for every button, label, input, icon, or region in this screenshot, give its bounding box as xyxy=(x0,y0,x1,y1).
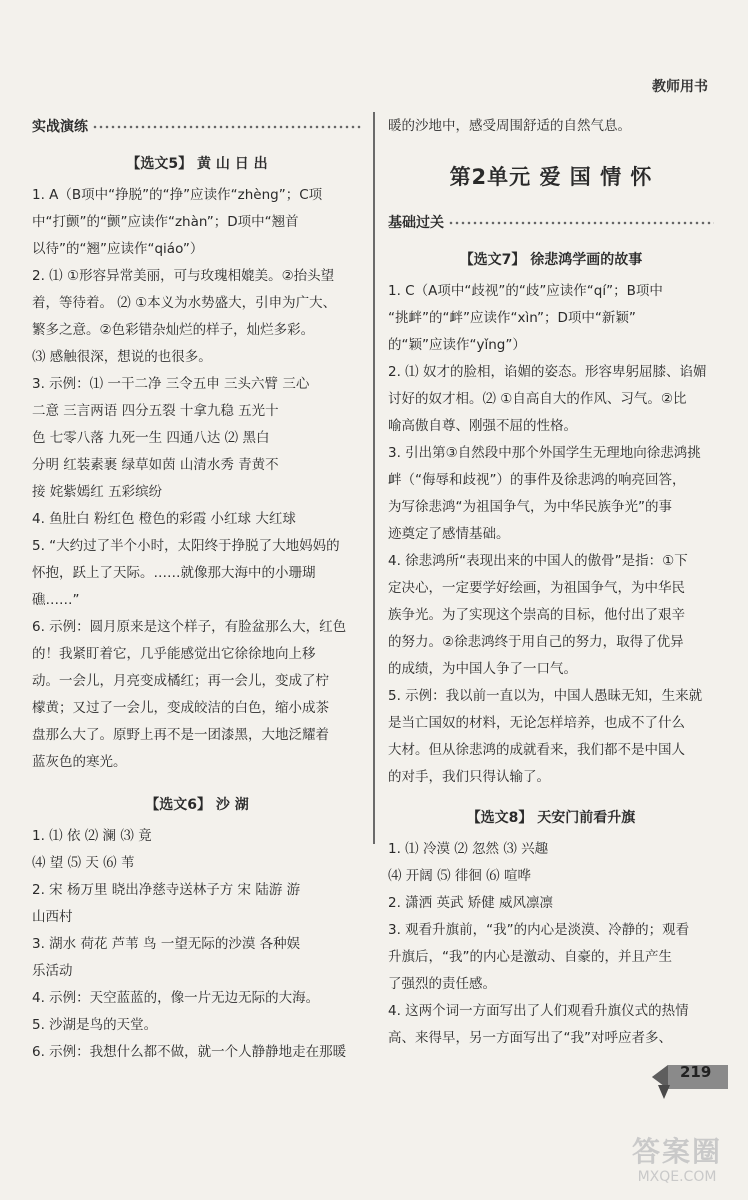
answer-line: 喻高傲自尊、刚强不屈的性格。 xyxy=(388,418,577,434)
answer-line: 分明 红装素裹 绿草如茵 山清水秀 青黄不 xyxy=(32,457,279,473)
answer-line: 为写徐悲鸿“为祖国争气，为中华民族争光”的事 xyxy=(388,499,672,515)
answer-line: 了强烈的责任感。 xyxy=(388,976,496,992)
answer-line: 着，等待着。 ⑵ ①本义为水势盛大，引申为广大、 xyxy=(32,295,337,311)
answer-line: 升旗后，“我”的内心是激动、自豪的，并且产生 xyxy=(388,949,672,965)
selection-8-answers xyxy=(388,836,714,1052)
selection-8-title: 【选文8】 天安门前看升旗 xyxy=(466,810,636,826)
answer-line: 族争光。为了实现这个崇高的目标，他付出了艰辛 xyxy=(388,607,685,623)
answer-line: 2. ⑴ ①形容异常美丽，可与玫瑰相媲美。②抬头望 xyxy=(32,268,335,284)
answer-line: 1. ⑴ 依 ⑵ 澜 ⑶ 竟 xyxy=(32,828,152,844)
answer-line: 的对手，我们只得认输了。 xyxy=(388,769,550,785)
watermark-url: MXQE.COM xyxy=(637,1169,717,1185)
answer-line: 二意 三言两语 四分五裂 十拿九稳 五光十 xyxy=(32,403,279,419)
answer-line: 的！我紧盯着它，几乎能感觉出它徐徐地向上移 xyxy=(32,646,316,662)
answer-line: 4. 示例：天空蓝蓝的，像一片无边无际的大海。 xyxy=(32,990,320,1006)
answer-line: 的成绩，为中国人争了一口气。 xyxy=(388,661,577,677)
answer-line: ⑷ 开阔 ⑸ 徘徊 ⑹ 喧哗 xyxy=(388,868,531,884)
answer-line: ⑷ 望 ⑸ 天 ⑹ 苇 xyxy=(32,855,135,871)
answer-line: 蓝灰色的寒光。 xyxy=(32,754,127,770)
answer-line: 的“颖”应读作“yǐng”） xyxy=(388,337,526,353)
section-label-text: 实战演练 xyxy=(32,118,88,135)
right-column xyxy=(388,113,714,1052)
page-number-badge xyxy=(650,1055,728,1099)
selection-5-answers xyxy=(32,182,362,776)
answer-line: 礁……” xyxy=(32,592,80,608)
answer-line: 6. 示例：我想什么都不做，就一个人静静地走在那暖 xyxy=(32,1044,347,1060)
answer-line: 2. 潇洒 英武 矫健 威风凛凛 xyxy=(388,895,554,911)
continuation-line: 暖的沙地中，感受周围舒适的自然气息。 xyxy=(388,118,631,134)
answer-line: 5. 沙湖是鸟的天堂。 xyxy=(32,1017,158,1033)
answer-line: 中“打颤”的“颤”应读作“zhàn”；D项中“翘首 xyxy=(32,214,299,230)
answer-line: 4. 这两个词一方面写出了人们观看升旗仪式的热情 xyxy=(388,1003,689,1019)
answer-line: 盘那么大了。原野上再不是一团漆黑，大地泛耀着 xyxy=(32,727,329,743)
selection-7-title: 【选文7】 徐悲鸿学画的故事 xyxy=(459,252,643,268)
answer-line: 3. 湖水 荷花 芦苇 鸟 一望无际的沙漠 各种娱 xyxy=(32,936,301,952)
answer-line: 1. ⑴ 冷漠 ⑵ 忽然 ⑶ 兴趣 xyxy=(388,841,549,857)
answer-line: “挑衅”的“衅”应读作“xìn”；D项中“新颖” xyxy=(388,310,636,326)
answer-line: 3. 观看升旗前，“我”的内心是淡漠、冷静的；观看 xyxy=(388,922,690,938)
section-label-text: 基础过关 xyxy=(388,214,444,231)
dotted-rule xyxy=(448,220,714,226)
answer-line: 怀抱，跃上了天际。……就像那大海中的小珊瑚 xyxy=(32,565,316,581)
unit-title: 第2单元 爱 国 情 怀 xyxy=(449,165,653,189)
selection-6-title: 【选文6】 沙 湖 xyxy=(145,797,249,813)
answer-line: 迹奠定了感情基础。 xyxy=(388,526,510,542)
answer-line: 大材。但从徐悲鸿的成就看来，我们都不是中国人 xyxy=(388,742,685,758)
answer-line: 动。一会儿，月亮变成橘红；再一会儿，变成了柠 xyxy=(32,673,329,689)
answer-line: 讨好的奴才相。⑵ ①自高自大的作风、习气。②比 xyxy=(388,391,687,407)
watermark-logo-text: 答案圈 xyxy=(631,1135,722,1168)
header-title: 教师用书 xyxy=(652,79,708,95)
site-watermark xyxy=(612,1136,742,1196)
answer-line: 2. 宋 杨万里 晓出净慈寺送林子方 宋 陆游 游 xyxy=(32,882,301,898)
answer-line: 4. 徐悲鸿所“表现出来的中国人的傲骨”是指：①下 xyxy=(388,553,688,569)
answer-line: 接 姹紫嫣红 五彩缤纷 xyxy=(32,484,163,500)
answer-line: 繁多之意。②色彩错杂灿烂的样子，灿烂多彩。 xyxy=(32,322,315,338)
selection-5-title: 【选文5】 黄 山 日 出 xyxy=(126,156,268,172)
selection-7-answers xyxy=(388,278,714,791)
answer-line: 1. A（B项中“挣脱”的“挣”应读作“zhèng”；C项 xyxy=(32,187,323,203)
answer-line: 4. 鱼肚白 粉红色 橙色的彩霞 小红球 大红球 xyxy=(32,511,296,527)
answer-line: 1. C（A项中“歧视”的“歧”应读作“qí”；B项中 xyxy=(388,283,663,299)
answer-line: 衅（“侮辱和歧视”）的事件及徐悲鸿的响亮回答， xyxy=(388,472,686,488)
column-divider xyxy=(373,112,375,844)
page-number: 219 xyxy=(680,1063,712,1081)
answer-line: 乐活动 xyxy=(32,963,73,979)
answer-line: 2. ⑴ 奴才的脸相，谄媚的姿态。形容卑躬屈膝、谄媚 xyxy=(388,364,707,380)
answer-line: 色 七零八落 九死一生 四通八达 ⑵ 黑白 xyxy=(32,430,270,446)
answer-line: ⑶ 感触很深，想说的也很多。 xyxy=(32,349,212,365)
answer-line: 3. 引出第③自然段中那个外国学生无理地向徐悲鸿挑 xyxy=(388,445,701,461)
answer-line: 以待”的“翘”应读作“qiáo”） xyxy=(32,241,204,257)
answer-line: 5. “大约过了半个小时，太阳终于挣脱了大地妈妈的 xyxy=(32,538,340,554)
answer-line: 檬黄；又过了一会儿，变成皎洁的白色，缩小成茶 xyxy=(32,700,329,716)
answer-line: 3. 示例：⑴ 一干二净 三令五申 三头六臂 三心 xyxy=(32,376,310,392)
answer-line: 山西村 xyxy=(32,909,73,925)
answer-line: 5. 示例：我以前一直以为，中国人愚昧无知，生来就 xyxy=(388,688,703,704)
dotted-rule xyxy=(92,124,362,130)
selection-6-answers xyxy=(32,823,362,1066)
answer-line: 是当亡国奴的材料，无论怎样培养，也成不了什么 xyxy=(388,715,685,731)
left-column xyxy=(32,113,362,1066)
section-label-practice xyxy=(32,113,362,141)
answer-line: 定决心，一定要学好绘画，为祖国争气，为中华民 xyxy=(388,580,685,596)
answer-line: 高、来得早，另一方面写出了“我”对呼应者多、 xyxy=(388,1030,672,1046)
answer-line: 的努力。②徐悲鸿终于用自己的努力，取得了优异 xyxy=(388,634,684,650)
section-label-basics xyxy=(388,209,714,237)
answer-line: 6. 示例：圆月原来是这个样子，有脸盆那么大，红色 xyxy=(32,619,347,635)
